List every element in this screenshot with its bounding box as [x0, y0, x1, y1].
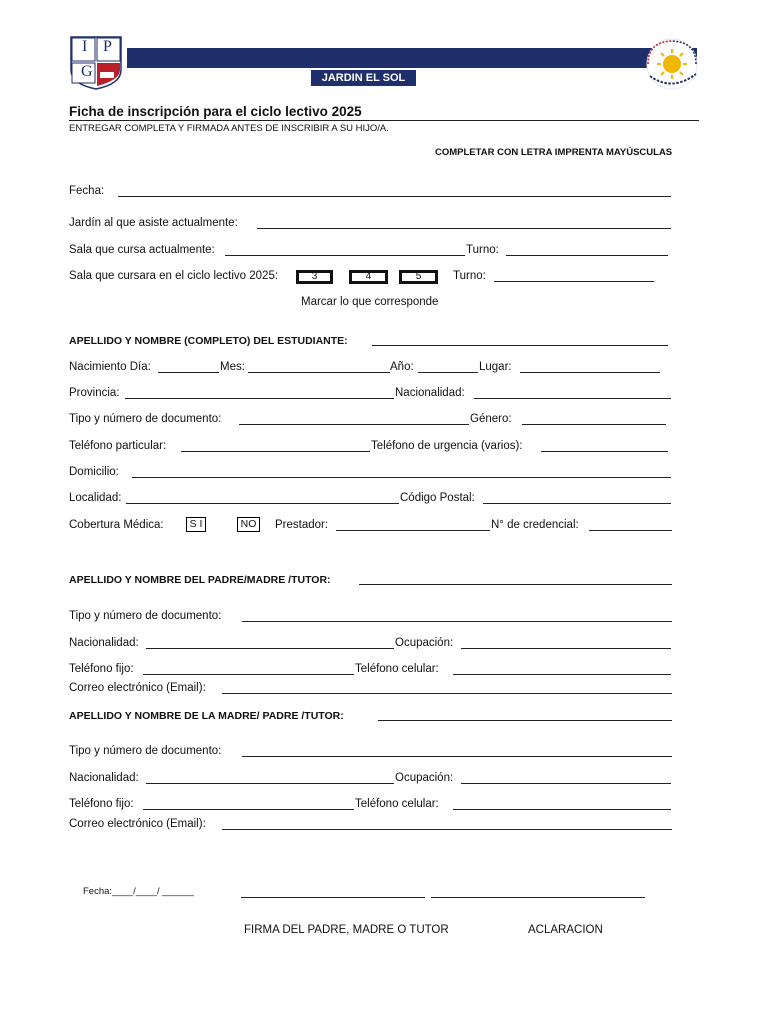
parent2-tel-fijo-field[interactable]: [143, 809, 354, 810]
turno2-field[interactable]: [494, 281, 654, 282]
parent2-tel-celular-field[interactable]: [453, 809, 671, 810]
school-logo: [70, 36, 122, 90]
logo-letter-p: P: [103, 38, 112, 55]
tipo-doc-label: Tipo y número de documento:: [69, 413, 222, 425]
sala-option-5[interactable]: 5: [399, 270, 438, 284]
parent1-tel-fijo-label: Teléfono fijo:: [69, 663, 134, 675]
parent2-tipo-doc-label: Tipo y número de documento:: [69, 745, 222, 757]
parent1-nacionalidad-field[interactable]: [146, 648, 394, 649]
aclaracion-label: ACLARACION: [528, 924, 603, 936]
turno-field[interactable]: [506, 255, 668, 256]
parent1-email-label: Correo electrónico (Email):: [69, 682, 206, 694]
parent2-nacionalidad-field[interactable]: [146, 783, 394, 784]
prestador-label: Prestador:: [275, 519, 329, 531]
signature-line[interactable]: [241, 897, 425, 898]
parent2-tel-celular-label: Teléfono celular:: [355, 798, 439, 810]
marcar-note: Marcar lo que corresponde: [301, 296, 439, 308]
tel-urgencia-label: Teléfono de urgencia (varios):: [371, 440, 523, 452]
localidad-field[interactable]: [126, 503, 399, 504]
turno2-label: Turno:: [453, 270, 486, 282]
localidad-label: Localidad:: [69, 492, 122, 504]
parent2-nacionalidad-label: Nacionalidad:: [69, 772, 139, 784]
parent1-nacionalidad-label: Nacionalidad:: [69, 637, 139, 649]
provincia-field[interactable]: [125, 398, 394, 399]
tipo-doc-field[interactable]: [239, 424, 469, 425]
header-banner: [127, 48, 697, 68]
fecha-field[interactable]: [118, 196, 671, 197]
cod-postal-field[interactable]: [483, 503, 671, 504]
jardin-seal: [640, 38, 704, 90]
genero-label: Género:: [470, 413, 512, 425]
parent2-heading: APELLIDO Y NOMBRE DE LA MADRE/ PADRE /TUTOR:: [69, 710, 344, 722]
prestador-field[interactable]: [336, 530, 490, 531]
tel-urgencia-field[interactable]: [541, 451, 668, 452]
parent1-tel-fijo-field[interactable]: [143, 674, 354, 675]
form-subtitle: ENTREGAR COMPLETA Y FIRMADA ANTES DE INSCRIBIR A SU HIJO/A.: [69, 123, 389, 134]
form-title: Ficha de inscripción para el ciclo lectivo 2025: [69, 104, 362, 119]
genero-field[interactable]: [522, 424, 666, 425]
mes-label: Mes:: [220, 361, 245, 373]
lugar-field[interactable]: [520, 372, 660, 373]
parent1-tipo-doc-label: Tipo y número de documento:: [69, 610, 222, 622]
nacionalidad-field[interactable]: [474, 398, 671, 399]
logo-letter-g: G: [81, 63, 93, 80]
parent2-name-field[interactable]: [378, 720, 672, 721]
credencial-label: N° de credencial:: [491, 519, 579, 531]
sala-actual-field[interactable]: [225, 255, 465, 256]
parent1-tel-celular-label: Teléfono celular:: [355, 663, 439, 675]
mes-field[interactable]: [248, 372, 390, 373]
cobertura-no-checkbox[interactable]: NO: [237, 517, 260, 532]
tel-particular-field[interactable]: [181, 451, 370, 452]
parent1-tel-celular-field[interactable]: [453, 674, 671, 675]
nac-dia-label: Nacimiento Día:: [69, 361, 151, 373]
parent2-ocupacion-label: Ocupación:: [395, 772, 454, 784]
jardin-actual-label: Jardín al que asiste actualmente:: [69, 217, 238, 229]
anio-label: Año:: [390, 361, 414, 373]
domicilio-field[interactable]: [132, 477, 671, 478]
fecha-label: Fecha:: [69, 185, 105, 197]
parent2-ocupacion-field[interactable]: [461, 783, 671, 784]
turno-label: Turno:: [466, 244, 499, 256]
student-heading: APELLIDO Y NOMBRE (COMPLETO) DEL ESTUDIANTE:: [69, 335, 348, 347]
parent2-tipo-doc-field[interactable]: [242, 756, 672, 757]
nac-dia-field[interactable]: [158, 372, 219, 373]
parent1-name-field[interactable]: [359, 584, 672, 585]
student-name-field[interactable]: [372, 345, 668, 346]
sala-option-3[interactable]: 3: [296, 270, 333, 284]
lugar-label: Lugar:: [479, 361, 512, 373]
banner-label: JARDIN EL SOL: [321, 72, 406, 84]
parent1-ocupacion-field[interactable]: [461, 648, 671, 649]
sala-proxima-label: Sala que cursara en el ciclo lectivo 2025:: [69, 270, 279, 282]
anio-field[interactable]: [418, 372, 478, 373]
parent1-ocupacion-label: Ocupación:: [395, 637, 454, 649]
parent1-tipo-doc-field[interactable]: [242, 621, 672, 622]
cobertura-label: Cobertura Médica:: [69, 519, 164, 531]
credencial-field[interactable]: [589, 530, 672, 531]
cod-postal-label: Código Postal:: [400, 492, 475, 504]
nacionalidad-label: Nacionalidad:: [395, 387, 465, 399]
parent1-heading: APELLIDO Y NOMBRE DEL PADRE/MADRE /TUTOR:: [69, 574, 331, 586]
banner-label-box: [311, 70, 416, 86]
aclaracion-line[interactable]: [431, 897, 645, 898]
cobertura-si-checkbox[interactable]: S I: [186, 517, 206, 532]
parent1-email-field[interactable]: [222, 693, 672, 694]
jardin-actual-field[interactable]: [257, 228, 671, 229]
domicilio-label: Domicilio:: [69, 466, 119, 478]
parent2-email-label: Correo electrónico (Email):: [69, 818, 206, 830]
parent2-email-field[interactable]: [222, 829, 672, 830]
title-underline: [69, 120, 699, 121]
firma-label: FIRMA DEL PADRE, MADRE O TUTOR: [244, 924, 449, 936]
parent2-tel-fijo-label: Teléfono fijo:: [69, 798, 134, 810]
logo-letter-i: I: [82, 38, 88, 55]
sala-option-4[interactable]: 4: [349, 270, 388, 284]
sala-actual-label: Sala que cursa actualmente:: [69, 244, 215, 256]
tel-particular-label: Teléfono particular:: [69, 440, 167, 452]
footer-fecha[interactable]: Fecha:____/____/ ______: [83, 886, 194, 897]
provincia-label: Provincia:: [69, 387, 120, 399]
form-instruction: COMPLETAR CON LETRA IMPRENTA MAYÚSCULAS: [435, 147, 673, 158]
